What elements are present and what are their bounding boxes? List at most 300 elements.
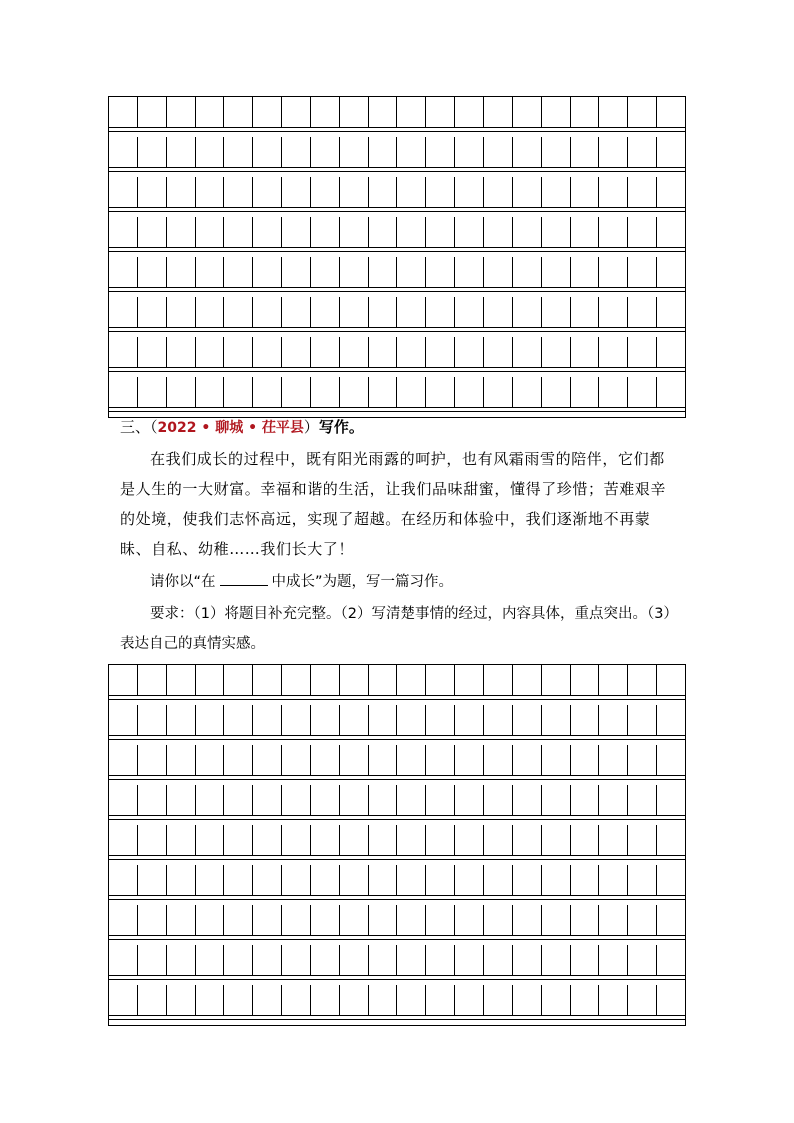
grid-cell[interactable] — [513, 257, 542, 287]
grid-cell[interactable] — [340, 297, 369, 327]
grid-cell[interactable] — [628, 297, 657, 327]
grid-cell[interactable] — [484, 785, 513, 815]
grid-cell[interactable] — [599, 985, 628, 1015]
grid-cell[interactable] — [426, 665, 455, 695]
grid-cell[interactable] — [571, 945, 600, 975]
grid-cell[interactable] — [138, 985, 167, 1015]
grid-cell[interactable] — [311, 825, 340, 855]
grid-cell[interactable] — [253, 985, 282, 1015]
grid-cell[interactable] — [138, 337, 167, 367]
grid-cell[interactable] — [167, 665, 196, 695]
grid-cell[interactable] — [599, 97, 628, 127]
grid-cell[interactable] — [397, 137, 426, 167]
grid-cell[interactable] — [513, 905, 542, 935]
grid-cell[interactable] — [282, 257, 311, 287]
grid-cell[interactable] — [340, 825, 369, 855]
grid-cell[interactable] — [628, 377, 657, 407]
grid-cell[interactable] — [138, 865, 167, 895]
grid-cell[interactable] — [397, 257, 426, 287]
grid-cell[interactable] — [224, 297, 253, 327]
grid-cell[interactable] — [196, 905, 225, 935]
grid-cell[interactable] — [311, 665, 340, 695]
grid-cell[interactable] — [282, 985, 311, 1015]
grid-cell[interactable] — [455, 945, 484, 975]
grid-cell[interactable] — [513, 137, 542, 167]
grid-cell[interactable] — [599, 297, 628, 327]
grid-cell[interactable] — [109, 945, 138, 975]
grid-cell[interactable] — [397, 177, 426, 207]
grid-cell[interactable] — [138, 705, 167, 735]
grid-cell[interactable] — [426, 297, 455, 327]
grid-cell[interactable] — [253, 865, 282, 895]
grid-cell[interactable] — [253, 905, 282, 935]
grid-cell[interactable] — [426, 377, 455, 407]
grid-cell[interactable] — [397, 665, 426, 695]
grid-cell[interactable] — [397, 905, 426, 935]
grid-cell[interactable] — [369, 297, 398, 327]
grid-cell[interactable] — [138, 945, 167, 975]
grid-cell[interactable] — [599, 377, 628, 407]
grid-cell[interactable] — [628, 865, 657, 895]
grid-cell[interactable] — [484, 865, 513, 895]
grid-cell[interactable] — [571, 705, 600, 735]
grid-cell[interactable] — [657, 377, 685, 407]
grid-cell[interactable] — [455, 705, 484, 735]
grid-cell[interactable] — [571, 905, 600, 935]
grid-cell[interactable] — [484, 985, 513, 1015]
grid-cell[interactable] — [513, 337, 542, 367]
grid-cell[interactable] — [426, 137, 455, 167]
grid-cell[interactable] — [455, 377, 484, 407]
grid-cell[interactable] — [109, 665, 138, 695]
grid-cell[interactable] — [542, 985, 571, 1015]
grid-cell[interactable] — [109, 177, 138, 207]
grid-cell[interactable] — [282, 297, 311, 327]
grid-cell[interactable] — [542, 745, 571, 775]
grid-cell[interactable] — [340, 177, 369, 207]
grid-cell[interactable] — [657, 97, 685, 127]
grid-cell[interactable] — [542, 665, 571, 695]
grid-cell[interactable] — [167, 745, 196, 775]
grid-cell[interactable] — [167, 177, 196, 207]
grid-cell[interactable] — [628, 665, 657, 695]
grid-cell[interactable] — [224, 745, 253, 775]
grid-cell[interactable] — [282, 137, 311, 167]
grid-cell[interactable] — [224, 257, 253, 287]
grid-cell[interactable] — [109, 825, 138, 855]
grid-cell[interactable] — [253, 97, 282, 127]
grid-cell[interactable] — [599, 905, 628, 935]
grid-cell[interactable] — [426, 905, 455, 935]
grid-cell[interactable] — [513, 177, 542, 207]
grid-cell[interactable] — [340, 337, 369, 367]
grid-cell[interactable] — [369, 177, 398, 207]
grid-cell[interactable] — [542, 217, 571, 247]
grid-cell[interactable] — [542, 705, 571, 735]
grid-cell[interactable] — [138, 745, 167, 775]
grid-cell[interactable] — [513, 665, 542, 695]
grid-cell[interactable] — [455, 257, 484, 287]
grid-cell[interactable] — [138, 217, 167, 247]
grid-cell[interactable] — [397, 217, 426, 247]
grid-cell[interactable] — [542, 257, 571, 287]
grid-cell[interactable] — [513, 745, 542, 775]
grid-cell[interactable] — [513, 705, 542, 735]
grid-cell[interactable] — [369, 745, 398, 775]
grid-cell[interactable] — [628, 97, 657, 127]
grid-cell[interactable] — [455, 785, 484, 815]
grid-cell[interactable] — [253, 337, 282, 367]
grid-cell[interactable] — [224, 985, 253, 1015]
grid-cell[interactable] — [657, 665, 685, 695]
grid-cell[interactable] — [282, 377, 311, 407]
grid-cell[interactable] — [196, 297, 225, 327]
grid-cell[interactable] — [138, 785, 167, 815]
grid-cell[interactable] — [311, 785, 340, 815]
grid-cell[interactable] — [138, 905, 167, 935]
grid-cell[interactable] — [196, 665, 225, 695]
grid-cell[interactable] — [513, 785, 542, 815]
grid-cell[interactable] — [542, 137, 571, 167]
grid-cell[interactable] — [657, 745, 685, 775]
grid-cell[interactable] — [513, 985, 542, 1015]
grid-cell[interactable] — [340, 97, 369, 127]
grid-cell[interactable] — [167, 825, 196, 855]
grid-cell[interactable] — [599, 945, 628, 975]
grid-cell[interactable] — [167, 257, 196, 287]
grid-cell[interactable] — [196, 337, 225, 367]
grid-cell[interactable] — [282, 745, 311, 775]
grid-cell[interactable] — [484, 337, 513, 367]
grid-cell[interactable] — [397, 377, 426, 407]
grid-cell[interactable] — [369, 337, 398, 367]
grid-cell[interactable] — [311, 217, 340, 247]
grid-cell[interactable] — [599, 257, 628, 287]
grid-cell[interactable] — [224, 665, 253, 695]
grid-cell[interactable] — [196, 177, 225, 207]
grid-cell[interactable] — [340, 785, 369, 815]
grid-cell[interactable] — [628, 945, 657, 975]
grid-cell[interactable] — [369, 945, 398, 975]
grid-cell[interactable] — [397, 337, 426, 367]
grid-cell[interactable] — [167, 297, 196, 327]
grid-cell[interactable] — [224, 785, 253, 815]
grid-cell[interactable] — [426, 257, 455, 287]
grid-cell[interactable] — [571, 825, 600, 855]
grid-cell[interactable] — [657, 985, 685, 1015]
grid-cell[interactable] — [657, 137, 685, 167]
grid-cell[interactable] — [340, 217, 369, 247]
grid-cell[interactable] — [109, 745, 138, 775]
grid-cell[interactable] — [196, 785, 225, 815]
grid-cell[interactable] — [340, 945, 369, 975]
grid-cell[interactable] — [369, 665, 398, 695]
grid-cell[interactable] — [397, 97, 426, 127]
grid-cell[interactable] — [628, 785, 657, 815]
grid-cell[interactable] — [109, 137, 138, 167]
grid-cell[interactable] — [253, 785, 282, 815]
grid-cell[interactable] — [484, 177, 513, 207]
grid-cell[interactable] — [513, 865, 542, 895]
grid-cell[interactable] — [224, 705, 253, 735]
grid-cell[interactable] — [340, 865, 369, 895]
grid-cell[interactable] — [311, 745, 340, 775]
grid-cell[interactable] — [253, 945, 282, 975]
grid-cell[interactable] — [397, 945, 426, 975]
grid-cell[interactable] — [224, 217, 253, 247]
grid-cell[interactable] — [138, 137, 167, 167]
grid-cell[interactable] — [109, 905, 138, 935]
grid-cell[interactable] — [513, 217, 542, 247]
grid-cell[interactable] — [657, 825, 685, 855]
grid-cell[interactable] — [397, 825, 426, 855]
grid-cell[interactable] — [657, 785, 685, 815]
grid-cell[interactable] — [369, 705, 398, 735]
grid-cell[interactable] — [311, 377, 340, 407]
grid-cell[interactable] — [196, 745, 225, 775]
grid-cell[interactable] — [571, 137, 600, 167]
grid-cell[interactable] — [599, 217, 628, 247]
grid-cell[interactable] — [253, 297, 282, 327]
grid-cell[interactable] — [628, 745, 657, 775]
grid-cell[interactable] — [455, 865, 484, 895]
grid-cell[interactable] — [484, 217, 513, 247]
grid-cell[interactable] — [369, 257, 398, 287]
grid-cell[interactable] — [657, 257, 685, 287]
grid-cell[interactable] — [311, 97, 340, 127]
grid-cell[interactable] — [138, 177, 167, 207]
grid-cell[interactable] — [628, 177, 657, 207]
grid-cell[interactable] — [455, 745, 484, 775]
grid-cell[interactable] — [542, 97, 571, 127]
grid-cell[interactable] — [282, 217, 311, 247]
grid-cell[interactable] — [484, 825, 513, 855]
grid-cell[interactable] — [455, 905, 484, 935]
grid-cell[interactable] — [628, 137, 657, 167]
grid-cell[interactable] — [196, 945, 225, 975]
grid-cell[interactable] — [513, 825, 542, 855]
grid-cell[interactable] — [282, 177, 311, 207]
grid-cell[interactable] — [571, 665, 600, 695]
grid-cell[interactable] — [311, 257, 340, 287]
grid-cell[interactable] — [311, 177, 340, 207]
grid-cell[interactable] — [224, 337, 253, 367]
grid-cell[interactable] — [542, 377, 571, 407]
grid-cell[interactable] — [109, 705, 138, 735]
grid-cell[interactable] — [167, 97, 196, 127]
grid-cell[interactable] — [484, 377, 513, 407]
grid-cell[interactable] — [253, 705, 282, 735]
grid-cell[interactable] — [109, 785, 138, 815]
grid-cell[interactable] — [599, 785, 628, 815]
grid-cell[interactable] — [657, 945, 685, 975]
grid-cell[interactable] — [484, 745, 513, 775]
grid-cell[interactable] — [369, 985, 398, 1015]
grid-cell[interactable] — [196, 985, 225, 1015]
grid-cell[interactable] — [196, 705, 225, 735]
grid-cell[interactable] — [397, 785, 426, 815]
grid-cell[interactable] — [311, 297, 340, 327]
grid-cell[interactable] — [282, 905, 311, 935]
grid-cell[interactable] — [397, 985, 426, 1015]
grid-cell[interactable] — [138, 257, 167, 287]
grid-cell[interactable] — [599, 665, 628, 695]
grid-cell[interactable] — [282, 785, 311, 815]
grid-cell[interactable] — [167, 377, 196, 407]
grid-cell[interactable] — [426, 337, 455, 367]
grid-cell[interactable] — [397, 745, 426, 775]
grid-cell[interactable] — [599, 825, 628, 855]
grid-cell[interactable] — [571, 217, 600, 247]
grid-cell[interactable] — [426, 865, 455, 895]
grid-cell[interactable] — [253, 137, 282, 167]
grid-cell[interactable] — [657, 865, 685, 895]
grid-cell[interactable] — [109, 217, 138, 247]
grid-cell[interactable] — [253, 177, 282, 207]
grid-cell[interactable] — [426, 985, 455, 1015]
grid-cell[interactable] — [455, 177, 484, 207]
grid-cell[interactable] — [484, 905, 513, 935]
grid-cell[interactable] — [109, 865, 138, 895]
grid-cell[interactable] — [138, 97, 167, 127]
grid-cell[interactable] — [340, 705, 369, 735]
grid-cell[interactable] — [657, 905, 685, 935]
grid-cell[interactable] — [109, 377, 138, 407]
grid-cell[interactable] — [138, 377, 167, 407]
grid-cell[interactable] — [513, 297, 542, 327]
grid-cell[interactable] — [628, 825, 657, 855]
grid-cell[interactable] — [224, 905, 253, 935]
grid-cell[interactable] — [571, 785, 600, 815]
grid-cell[interactable] — [138, 297, 167, 327]
grid-cell[interactable] — [138, 825, 167, 855]
grid-cell[interactable] — [369, 97, 398, 127]
grid-cell[interactable] — [455, 217, 484, 247]
grid-cell[interactable] — [340, 905, 369, 935]
grid-cell[interactable] — [369, 377, 398, 407]
grid-cell[interactable] — [426, 217, 455, 247]
grid-cell[interactable] — [340, 257, 369, 287]
grid-cell[interactable] — [542, 905, 571, 935]
grid-cell[interactable] — [369, 217, 398, 247]
grid-cell[interactable] — [657, 177, 685, 207]
grid-cell[interactable] — [311, 985, 340, 1015]
grid-cell[interactable] — [426, 745, 455, 775]
grid-cell[interactable] — [282, 665, 311, 695]
grid-cell[interactable] — [455, 297, 484, 327]
grid-cell[interactable] — [311, 945, 340, 975]
grid-cell[interactable] — [599, 865, 628, 895]
grid-cell[interactable] — [311, 865, 340, 895]
grid-cell[interactable] — [657, 297, 685, 327]
grid-cell[interactable] — [167, 785, 196, 815]
grid-cell[interactable] — [599, 137, 628, 167]
grid-cell[interactable] — [628, 985, 657, 1015]
grid-cell[interactable] — [196, 137, 225, 167]
grid-cell[interactable] — [426, 825, 455, 855]
grid-cell[interactable] — [426, 97, 455, 127]
grid-cell[interactable] — [484, 297, 513, 327]
grid-cell[interactable] — [628, 905, 657, 935]
grid-cell[interactable] — [340, 665, 369, 695]
grid-cell[interactable] — [282, 337, 311, 367]
grid-cell[interactable] — [109, 337, 138, 367]
grid-cell[interactable] — [599, 337, 628, 367]
grid-cell[interactable] — [167, 217, 196, 247]
grid-cell[interactable] — [369, 785, 398, 815]
grid-cell[interactable] — [282, 705, 311, 735]
grid-cell[interactable] — [542, 945, 571, 975]
grid-cell[interactable] — [571, 865, 600, 895]
grid-cell[interactable] — [657, 337, 685, 367]
grid-cell[interactable] — [340, 985, 369, 1015]
grid-cell[interactable] — [571, 177, 600, 207]
grid-cell[interactable] — [253, 665, 282, 695]
grid-cell[interactable] — [340, 377, 369, 407]
grid-cell[interactable] — [542, 297, 571, 327]
grid-cell[interactable] — [224, 377, 253, 407]
grid-cell[interactable] — [571, 297, 600, 327]
grid-cell[interactable] — [657, 217, 685, 247]
grid-cell[interactable] — [167, 905, 196, 935]
grid-cell[interactable] — [455, 825, 484, 855]
grid-cell[interactable] — [657, 705, 685, 735]
grid-cell[interactable] — [167, 705, 196, 735]
grid-cell[interactable] — [311, 905, 340, 935]
grid-cell[interactable] — [253, 825, 282, 855]
grid-cell[interactable] — [426, 177, 455, 207]
grid-cell[interactable] — [484, 705, 513, 735]
grid-cell[interactable] — [542, 337, 571, 367]
grid-cell[interactable] — [369, 865, 398, 895]
grid-cell[interactable] — [109, 257, 138, 287]
grid-cell[interactable] — [571, 377, 600, 407]
grid-cell[interactable] — [628, 257, 657, 287]
grid-cell[interactable] — [455, 337, 484, 367]
grid-cell[interactable] — [340, 745, 369, 775]
grid-cell[interactable] — [628, 217, 657, 247]
grid-cell[interactable] — [340, 137, 369, 167]
grid-cell[interactable] — [571, 257, 600, 287]
grid-cell[interactable] — [196, 97, 225, 127]
grid-cell[interactable] — [167, 945, 196, 975]
grid-cell[interactable] — [426, 785, 455, 815]
grid-cell[interactable] — [484, 257, 513, 287]
grid-cell[interactable] — [628, 705, 657, 735]
grid-cell[interactable] — [311, 337, 340, 367]
grid-cell[interactable] — [426, 705, 455, 735]
grid-cell[interactable] — [311, 705, 340, 735]
grid-cell[interactable] — [571, 337, 600, 367]
grid-cell[interactable] — [196, 257, 225, 287]
grid-cell[interactable] — [224, 825, 253, 855]
grid-cell[interactable] — [253, 217, 282, 247]
grid-cell[interactable] — [138, 665, 167, 695]
grid-cell[interactable] — [513, 97, 542, 127]
grid-cell[interactable] — [571, 97, 600, 127]
grid-cell[interactable] — [167, 337, 196, 367]
grid-cell[interactable] — [224, 865, 253, 895]
grid-cell[interactable] — [369, 825, 398, 855]
grid-cell[interactable] — [599, 705, 628, 735]
grid-cell[interactable] — [196, 377, 225, 407]
grid-cell[interactable] — [599, 745, 628, 775]
grid-cell[interactable] — [397, 865, 426, 895]
grid-cell[interactable] — [455, 137, 484, 167]
grid-cell[interactable] — [224, 97, 253, 127]
grid-cell[interactable] — [513, 377, 542, 407]
grid-cell[interactable] — [311, 137, 340, 167]
